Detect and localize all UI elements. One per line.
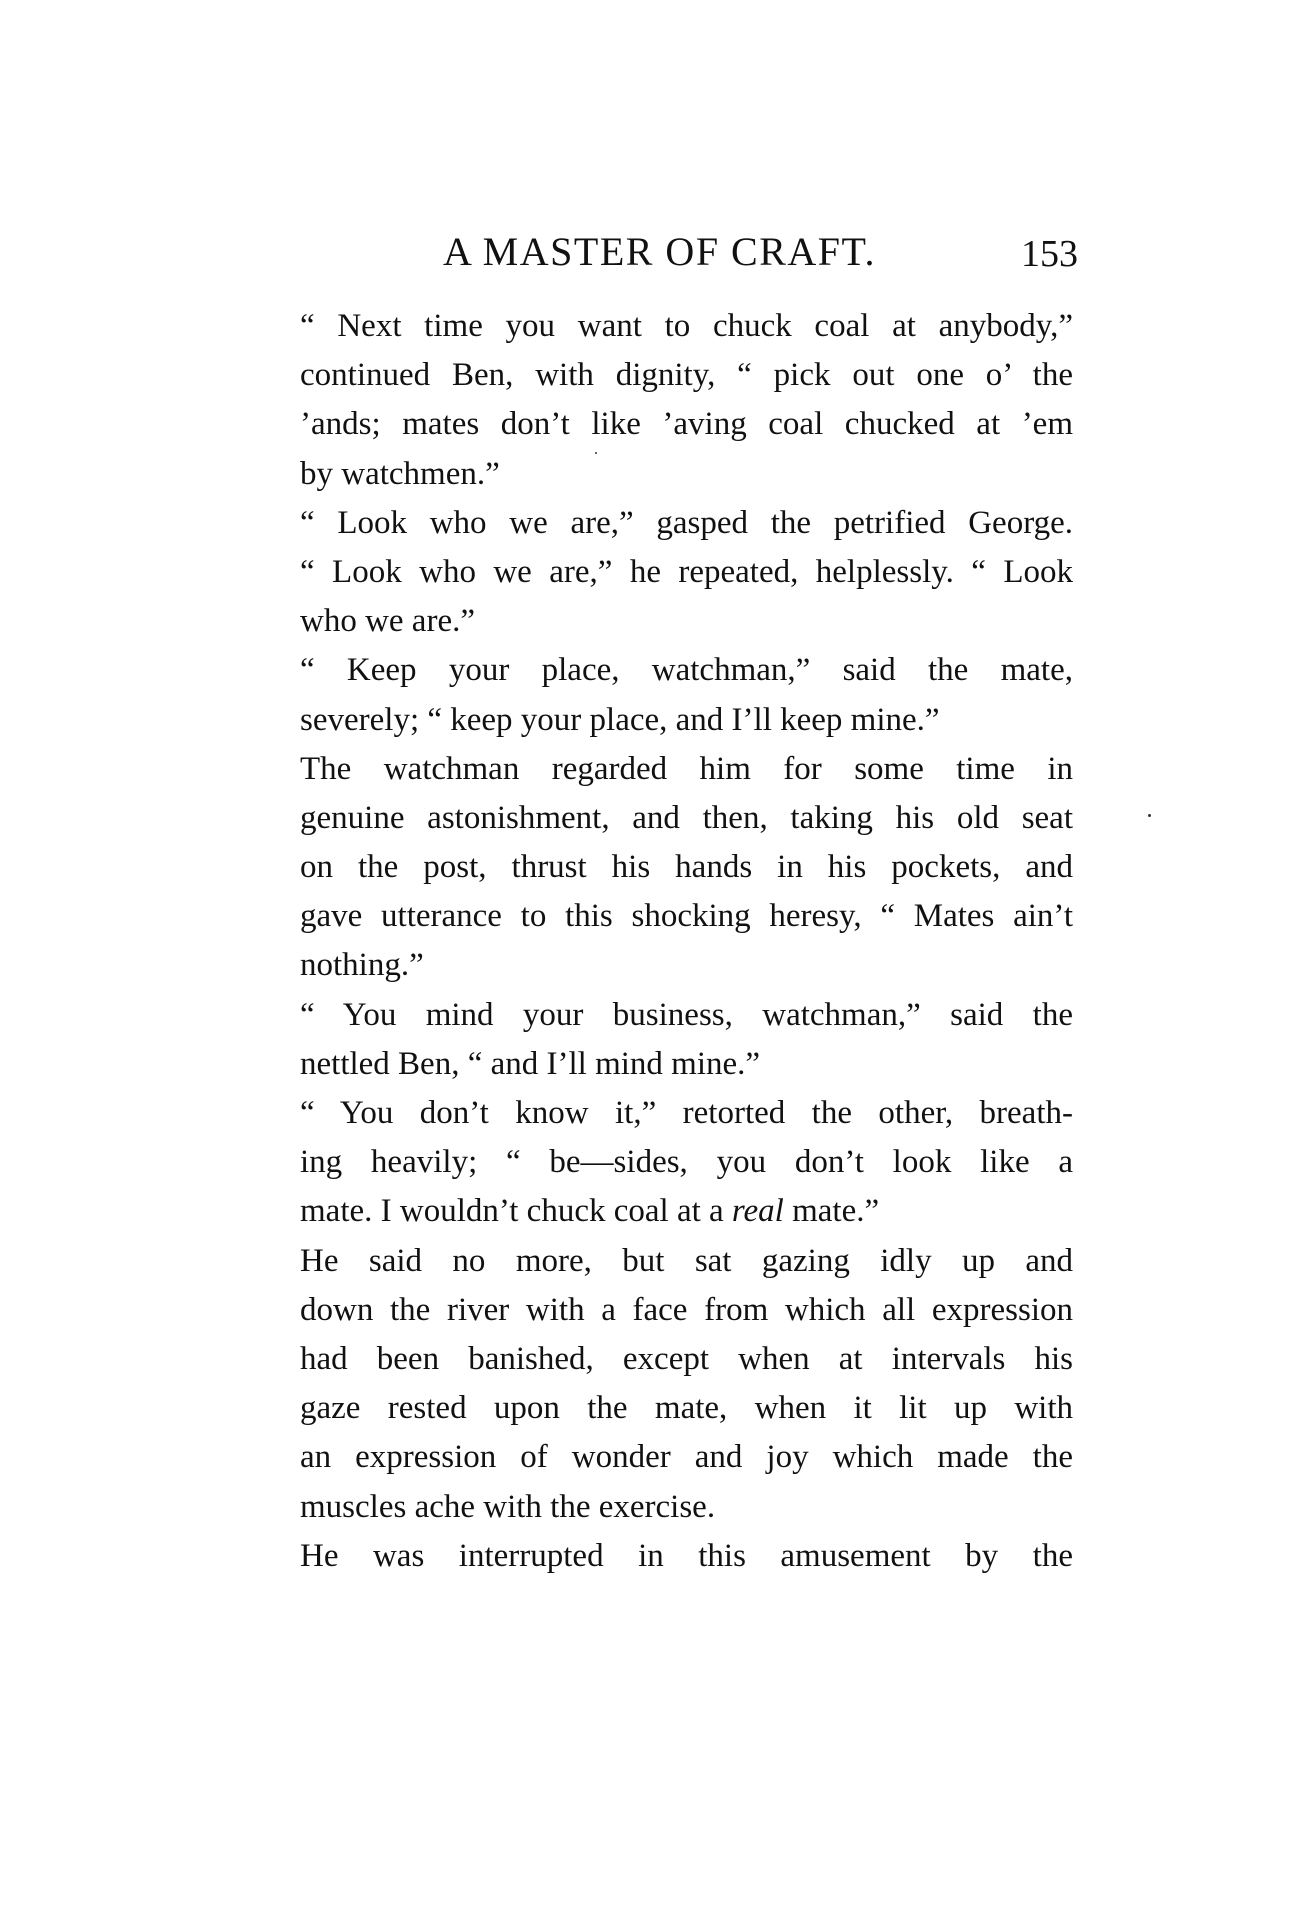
text-fragment: mate.” (783, 1193, 880, 1230)
paragraph (268, 1237, 1073, 1532)
text-line: genuine astonishment, and then, taking his old seat (300, 799, 1073, 836)
text-line: “ Keep your place, watchman,” said the mate, (300, 652, 1073, 689)
text-line: The watchman regarded him for some time in (300, 750, 1073, 787)
text-line: ing heavily; “ be—sides, you don’t look like a (300, 1144, 1073, 1181)
running-title: A MASTER OF CRAFT. (443, 229, 877, 274)
text-line: nettled Ben, “ and I’ll mind mine.” (300, 1045, 761, 1082)
paragraph (268, 646, 1073, 744)
text-line: gaze rested upon the mate, when it lit up with (300, 1390, 1073, 1427)
text-line: “ You mind your business, watchman,” said the (300, 996, 1073, 1033)
text-line: He was interrupted in this amusement by the (300, 1537, 1073, 1574)
text-line: gave utterance to this shocking heresy, “ Mates ain’t (300, 898, 1073, 935)
text-line: “ You don’t know it,” retorted the other, breath- (300, 1095, 1073, 1131)
page-number: 153 (1021, 233, 1078, 275)
paragraph (268, 1089, 1073, 1237)
text-line: He said no more, but sat gazing idly up and (300, 1242, 1073, 1279)
text-line: “ Look who we are,” gasped the petrified George. (300, 504, 1073, 541)
print-speck (595, 452, 597, 454)
text-line (268, 1187, 1073, 1236)
text-line: ’ands; mates don’t like ’aving coal chucked at ’em (300, 406, 1073, 443)
text-line: muscles ache with the exercise. (300, 1488, 716, 1525)
text-line: continued Ben, with dignity, “ pick out one o’ the (300, 357, 1073, 394)
text-line: nothing.” (300, 947, 424, 984)
text-line: “ Look who we are,” he repeated, helplessly. “ Look (300, 553, 1073, 590)
text-line: who we are.” (300, 603, 475, 640)
paragraph (268, 499, 1073, 647)
text-line: down the river with a face from which all expression (300, 1291, 1073, 1328)
paragraph (268, 302, 1073, 499)
page-header (268, 228, 1078, 288)
italic-word: real (731, 1193, 784, 1230)
text-line: had been banished, except when at intervals his (300, 1340, 1073, 1377)
text-line: an expression of wonder and joy which made the (300, 1439, 1073, 1476)
text-line: severely; “ keep your place, and I’ll keep mine.” (300, 701, 940, 738)
body-text (268, 302, 1073, 1581)
paragraph (268, 1532, 1073, 1581)
print-speck (1148, 814, 1151, 817)
text-line: “ Next time you want to chuck coal at anybody,” (300, 308, 1073, 344)
paragraph (268, 991, 1073, 1089)
paragraph (268, 745, 1073, 991)
text-fragment: mate. I wouldn’t chuck coal at a (300, 1193, 732, 1230)
text-line: by watchmen.” (300, 455, 500, 492)
text-line: on the post, thrust his hands in his pockets, and (300, 849, 1073, 886)
